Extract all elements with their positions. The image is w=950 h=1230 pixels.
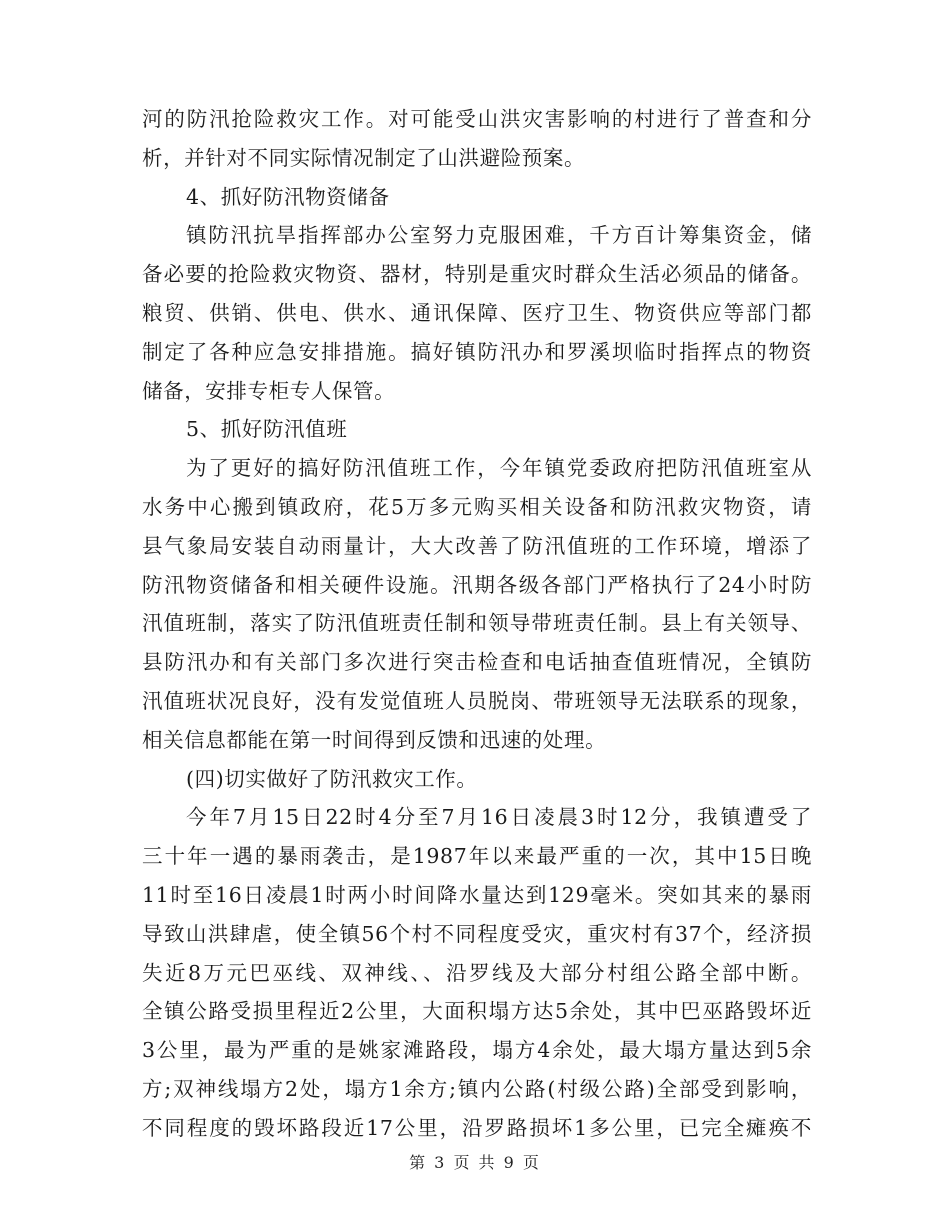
text-line: 11时至16日凌晨1时两小时间降水量达到129毫米。突如其来的暴雨 bbox=[142, 882, 812, 907]
text-line: 备必要的抢险救灾物资、器材，特别是重灾时群众生活必须品的储备。 bbox=[142, 262, 812, 287]
text-line: 河的防汛抢险救灾工作。对可能受山洪灾害影响的村进行了普查和分 bbox=[142, 107, 812, 131]
text-line: 县气象局安装自动雨量计，大大改善了防汛值班的工作环境，增添了 bbox=[142, 533, 812, 558]
text-line: 全镇公路受损里程近2公里，大面积塌方达5余处，其中巴巫路毁坏近 bbox=[142, 999, 812, 1024]
text-line: 粮贸、供销、供电、供水、通讯保障、医疗卫生、物资供应等部门都 bbox=[142, 300, 812, 325]
text-line: 水务中心搬到镇政府，花5万多元购买相关设备和防汛救灾物资，请 bbox=[142, 494, 812, 519]
text-line: 制定了各种应急安排措施。搞好镇防汛办和罗溪坝临时指挥点的物资 bbox=[142, 339, 812, 364]
page-footer: 第 3 页 共 9 页 bbox=[409, 1153, 541, 1172]
text-line: 相关信息都能在第一时间得到反馈和迅速的处理。 bbox=[142, 727, 607, 752]
text-line: 不同程度的毁坏路段近17公里，沿罗路损坏1多公里，已完全瘫痪不 bbox=[142, 1115, 812, 1140]
text-line: 今年7月15日22时4分至7月16日凌晨3时12分，我镇遭受了 bbox=[186, 805, 812, 830]
document-body bbox=[142, 100, 812, 1148]
text-line: 3公里，最为严重的是姚家滩路段，塌方4余处，最大塌方量达到5余 bbox=[142, 1038, 812, 1063]
text-line: 县防汛办和有关部门多次进行突击检查和电话抽查值班情况，全镇防 bbox=[142, 650, 812, 675]
text-line: 防汛物资储备和相关硬件设施。汛期各级各部门严格执行了24小时防 bbox=[142, 572, 812, 597]
text-line: 失近8万元巴巫线、双神线、、沿罗线及大部分村组公路全部中断。 bbox=[142, 960, 812, 985]
section-heading: 4、抓好防汛物资储备 bbox=[186, 184, 390, 209]
section-heading: 5、抓好防汛值班 bbox=[186, 417, 348, 442]
text-line: 导致山洪肆虐，使全镇56个村不同程度受灾，重灾村有37个，经济损 bbox=[142, 921, 812, 946]
text-line: 汛值班制，落实了防汛值班责任制和领导带班责任制。县上有关领导、 bbox=[142, 611, 812, 636]
text-line: 汛值班状况良好，没有发觉值班人员脱岗、带班领导无法联系的现象， bbox=[142, 688, 812, 713]
section-heading: (四)切实做好了防汛救灾工作。 bbox=[186, 766, 478, 791]
text-line: 储备，安排专柜专人保管。 bbox=[142, 378, 396, 403]
text-line: 镇防汛抗旱指挥部办公室努力克服困难，千方百计筹集资金，储 bbox=[186, 223, 812, 248]
text-line: 三十年一遇的暴雨袭击，是1987年以来最严重的一次，其中15日晚 bbox=[142, 844, 812, 869]
text-line: 为了更好的搞好防汛值班工作，今年镇党委政府把防汛值班室从 bbox=[186, 456, 812, 481]
text-line: 析，并针对不同实际情况制定了山洪避险预案。 bbox=[142, 145, 586, 170]
text-line: 方;双神线塌方2处，塌方1余方;镇内公路(村级公路)全部受到影响， bbox=[142, 1076, 812, 1101]
